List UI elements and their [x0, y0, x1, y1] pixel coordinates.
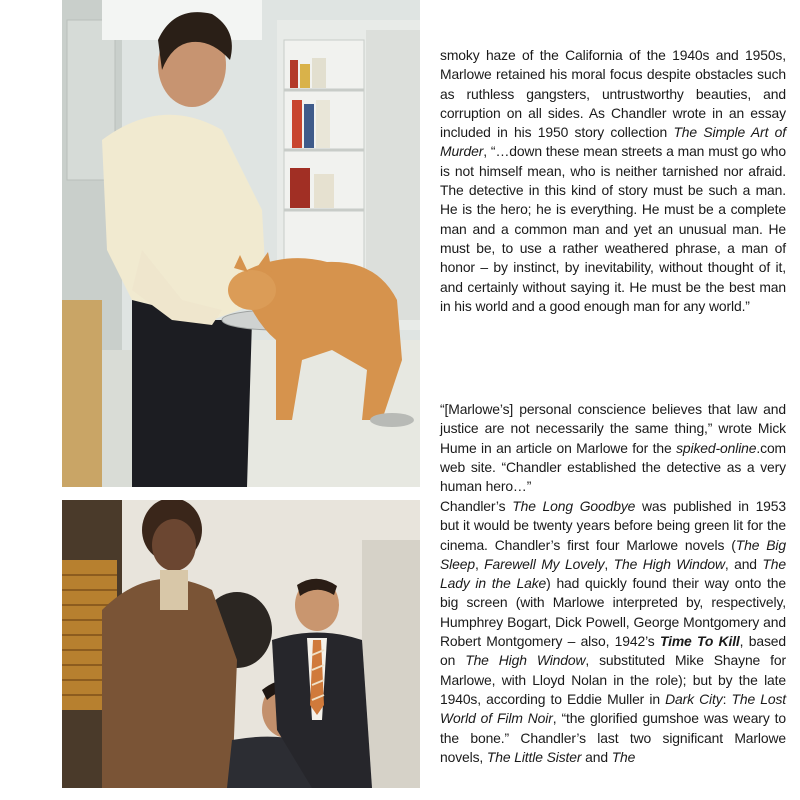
- text-run: ,: [474, 555, 485, 572]
- paragraph-long-goodbye: [440, 497, 786, 767]
- text-run: was published in 1953 but it would be twenty years before being green lit for the cinema. Chandler’s first four Marlowe novels (: [440, 498, 786, 553]
- text-run: The Little Sister: [486, 748, 582, 765]
- text-run: The High Window: [613, 555, 725, 572]
- text-run: spiked-online: [676, 439, 757, 456]
- text-run: The Simple Art of Murder: [440, 124, 786, 160]
- text-run: and: [581, 748, 612, 765]
- text-run: , and: [724, 555, 763, 572]
- text-run: The Lady in the Lake: [440, 555, 786, 592]
- photo-confrontation-scene-image: [62, 500, 420, 788]
- text-run: Dark City: [665, 690, 723, 707]
- paragraph-mick-hume-quote: [440, 400, 786, 496]
- text-run: Farewell My Lovely: [484, 555, 605, 572]
- text-run: Time To Kill: [659, 633, 740, 650]
- text-run: , substituted Mike Shayne for Marlowe, with Lloyd Nolan in the role); but by the late 1940s, according to Eddie Muller in: [440, 652, 786, 707]
- photo-man-feeding-cat-image: [62, 0, 420, 487]
- text-run: .com web site. “Chandler established the detective as a very human hero…”: [440, 439, 786, 495]
- text-run: , “the glorified gumshoe was weary to the bone.” Chandler’s last two significant Marlowe novels,: [440, 710, 786, 765]
- paragraph-marlowe-moral-focus: [440, 46, 786, 316]
- text-run: ) had quickly found their way onto the big screen (with Marlowe interpreted by, respectively, Humphrey Bogart, Dick Powell, George Montgomery and Robert Montgomery – also, 1942’s: [440, 575, 786, 650]
- photo-man-feeding-cat: [62, 0, 420, 487]
- text-run: The Long Goodbye: [512, 498, 636, 514]
- text-run: Chandler’s: [440, 498, 513, 514]
- text-run: smoky haze of the California of the 1940s and 1950s, Marlowe retained his moral focus despite obstacles such as ruthless gangsters, untrustworthy beauties, and corruption on all sides. As Chandler wrote in an essay included in his 1950 story collection: [440, 47, 786, 141]
- text-run: :: [722, 690, 732, 707]
- text-run: The Lost World of Film Noir: [440, 690, 787, 727]
- text-run: ,: [604, 555, 614, 572]
- text-run: “[Marlowe’s] personal conscience believes that law and justice are not necessarily the same thing,” wrote Mick Hume in an article on Marlowe for the: [440, 401, 786, 456]
- text-run: , “…down these mean streets a man must go who is not himself mean, who is neither tarnished nor afraid. The detective in this kind of story must be such a man. He is the hero; he is everything. He must be a complete man and a common man and yet an unusual man. He must be, to use a rather weathered phrase, a man of honor – by instinct, by inevitability, without thought of it, and certainly without saying it. He must be the best man in his world and a good enough man for any world.”: [440, 143, 786, 314]
- text-run: The High Window: [465, 652, 586, 669]
- text-run: The Big Sleep: [440, 536, 787, 572]
- text-run: , based on: [440, 633, 786, 669]
- photo-confrontation-scene: [62, 500, 420, 788]
- text-run: The: [611, 748, 636, 765]
